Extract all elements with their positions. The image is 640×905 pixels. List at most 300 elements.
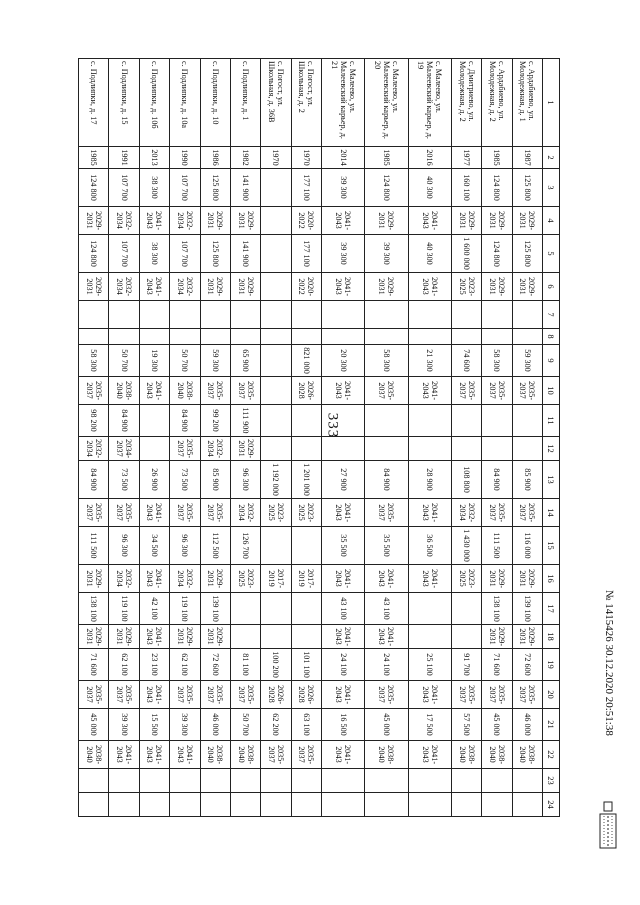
address-cell: с. Подлипки, д. 15 — [109, 59, 139, 147]
column-number-cell: 18 — [543, 625, 560, 649]
table-row — [170, 59, 200, 817]
table-cell: 2029-2031 — [230, 207, 260, 235]
table-cell — [365, 437, 408, 461]
table-cell — [408, 437, 451, 461]
table-cell — [291, 769, 321, 793]
table-cell: 2029-2031 — [365, 207, 408, 235]
table-cell: 72 600 — [200, 649, 230, 681]
table-cell: 1991 — [109, 147, 139, 169]
table-cell: 2035-2037 — [365, 377, 408, 405]
table-cell: 2017-2019 — [291, 565, 321, 593]
table-cell: 28 900 — [408, 461, 451, 499]
table-cell: 2032-2034 — [170, 207, 200, 235]
table-cell: 58 300 — [79, 345, 109, 377]
table-cell — [200, 301, 230, 329]
table-cell: 96 300 — [170, 527, 200, 565]
table-cell: 1985 — [79, 147, 109, 169]
table-cell: 85 900 — [200, 461, 230, 499]
table-cell: 177 100 — [291, 169, 321, 207]
column-number-cell: 17 — [543, 593, 560, 625]
table-cell: 2032-2034 — [170, 565, 200, 593]
table-cell: 35 500 — [321, 527, 364, 565]
table-cell: 2032-2034 — [109, 207, 139, 235]
table-cell — [408, 329, 451, 345]
table-cell: 2038-2040 — [365, 741, 408, 769]
table-cell: 84 900 — [109, 405, 139, 437]
table-cell: 112 500 — [200, 527, 230, 565]
table-cell: 36 500 — [408, 527, 451, 565]
address-cell: с. Погост, ул. Школьная, д. 36В — [261, 59, 291, 147]
table-cell: 1982 — [230, 147, 260, 169]
table-cell — [261, 235, 291, 273]
column-number-cell: 19 — [543, 649, 560, 681]
column-number-cell: 8 — [543, 329, 560, 345]
table-cell: 1970 — [291, 147, 321, 169]
table-cell — [109, 769, 139, 793]
table-cell: 15 500 — [139, 709, 169, 741]
table-cell — [261, 345, 291, 377]
table-cell: 141 900 — [230, 235, 260, 273]
table-row — [139, 59, 169, 817]
column-number-cell: 12 — [543, 437, 560, 461]
table-cell: 821 000 — [291, 345, 321, 377]
table-cell: 2035-2037 — [109, 681, 139, 709]
table-cell: 2029-2031 — [200, 565, 230, 593]
table-cell: 2041-2043 — [408, 377, 451, 405]
table-cell: 39 300 — [109, 709, 139, 741]
table-cell: 2035-2037 — [512, 681, 542, 709]
table-cell: 2029-2031 — [512, 625, 542, 649]
table-cell: 16 500 — [321, 709, 364, 741]
table-cell: 62 100 — [109, 649, 139, 681]
table-cell: 21 300 — [408, 345, 451, 377]
table-cell — [482, 437, 512, 461]
table-cell: 2035-2037 — [482, 499, 512, 527]
table-cell — [451, 405, 481, 437]
table-cell: 72 600 — [512, 649, 542, 681]
table-cell: 2041-2043 — [321, 741, 364, 769]
table-cell — [291, 437, 321, 461]
table-body — [79, 59, 560, 817]
table-cell: 2029-2031 — [200, 625, 230, 649]
table-cell: 59 300 — [200, 345, 230, 377]
column-number-cell: 9 — [543, 345, 560, 377]
table-cell: 1970 — [261, 147, 291, 169]
column-number-cell: 5 — [543, 235, 560, 273]
table-cell — [321, 405, 364, 437]
table-cell: 2038-2040 — [230, 741, 260, 769]
table-cell: 2041-2043 — [321, 207, 364, 235]
address-cell: с. Подлипки, д. 17 — [79, 59, 109, 147]
table-row — [261, 59, 291, 817]
table-cell: 1987 — [512, 147, 542, 169]
table-cell: 42 100 — [139, 593, 169, 625]
table-cell: 2035-2037 — [512, 499, 542, 527]
page-number: 333 — [324, 412, 341, 438]
table-cell: 2020-2022 — [291, 273, 321, 301]
table-cell: 2035-2037 — [451, 377, 481, 405]
table-cell: 2035-2037 — [109, 499, 139, 527]
table-cell: 40 300 — [408, 169, 451, 207]
table-row — [365, 59, 408, 817]
table-cell: 2017-2019 — [261, 565, 291, 593]
table-cell: 2041-2043 — [139, 625, 169, 649]
table-row — [321, 59, 364, 817]
table-cell — [482, 769, 512, 793]
table-cell: 1 201 000 — [291, 461, 321, 499]
table-cell: 107 700 — [170, 235, 200, 273]
table-cell — [109, 793, 139, 817]
column-number-cell: 10 — [543, 377, 560, 405]
table-cell: 108 800 — [451, 461, 481, 499]
table-cell: 2029-2031 — [230, 273, 260, 301]
table-cell: 1 192 000 — [261, 461, 291, 499]
table-cell: 45 000 — [365, 709, 408, 741]
header-row — [543, 59, 560, 817]
table-cell — [170, 769, 200, 793]
table-cell: 2029-2031 — [451, 207, 481, 235]
table-cell: 50 700 — [109, 345, 139, 377]
table-cell: 2035-2037 — [451, 681, 481, 709]
table-cell: 2035-2037 — [365, 499, 408, 527]
table-cell: 2035-2037 — [200, 377, 230, 405]
table-cell — [170, 793, 200, 817]
table-cell — [321, 437, 364, 461]
address-cell: с. Ардабиево, ул. Молодежная, д. 2 — [482, 59, 512, 147]
table-cell — [408, 301, 451, 329]
table-cell: 2026-2028 — [291, 681, 321, 709]
table-cell: 2029-2031 — [79, 273, 109, 301]
table-cell — [408, 593, 451, 625]
table-cell: 2038-2040 — [482, 741, 512, 769]
table-cell — [482, 301, 512, 329]
table-cell: 2035-2037 — [200, 681, 230, 709]
table-cell: 39 300 — [321, 235, 364, 273]
table-cell: 2032-2034 — [230, 499, 260, 527]
table-cell — [482, 793, 512, 817]
table-cell: 2023-2025 — [451, 273, 481, 301]
table-cell: 2041-2043 — [109, 741, 139, 769]
table-cell: 25 100 — [408, 649, 451, 681]
table-cell: 50 700 — [170, 345, 200, 377]
table-cell: 38 300 — [139, 235, 169, 273]
table-cell — [230, 793, 260, 817]
table-cell: 2029-2031 — [512, 273, 542, 301]
table-cell: 126 700 — [230, 527, 260, 565]
table-cell — [512, 329, 542, 345]
table-cell: 2029-2031 — [79, 207, 109, 235]
table-cell: 124 800 — [482, 169, 512, 207]
table-cell — [261, 593, 291, 625]
table-cell: 2026-2028 — [261, 681, 291, 709]
table-cell: 2029-2031 — [512, 565, 542, 593]
table-cell: 2041-2043 — [408, 207, 451, 235]
table-cell: 2041-2043 — [139, 681, 169, 709]
table-cell — [230, 769, 260, 793]
table-cell: 125 800 — [512, 235, 542, 273]
table-cell — [291, 329, 321, 345]
table-cell: 2038-2040 — [200, 741, 230, 769]
table-cell: 2029-2031 — [365, 273, 408, 301]
table-cell — [512, 769, 542, 793]
table-cell: 125 800 — [512, 169, 542, 207]
table-cell — [291, 593, 321, 625]
table-cell — [139, 437, 169, 461]
table-cell: 84 900 — [365, 461, 408, 499]
table-cell — [79, 769, 109, 793]
column-number-cell: 20 — [543, 681, 560, 709]
table-cell: 24 100 — [365, 649, 408, 681]
table-cell: 2023-2025 — [291, 499, 321, 527]
table-cell: 1985 — [365, 147, 408, 169]
table-cell: 58 300 — [482, 345, 512, 377]
table-cell: 73 500 — [170, 461, 200, 499]
table-cell — [482, 405, 512, 437]
table-cell: 71 600 — [482, 649, 512, 681]
table-cell: 2035-2037 — [365, 681, 408, 709]
address-cell: с. Малеево, ул. Малеевский карьер, д. 19 — [408, 59, 451, 147]
column-number-cell: 4 — [543, 207, 560, 235]
table-cell: 2035-2037 — [79, 377, 109, 405]
table-cell — [200, 793, 230, 817]
table-cell — [451, 793, 481, 817]
table-cell: 2041-2043 — [139, 565, 169, 593]
table-cell: 46 000 — [200, 709, 230, 741]
table-cell: 2041-2043 — [321, 681, 364, 709]
table-cell: 2029-2031 — [200, 273, 230, 301]
table-cell — [291, 527, 321, 565]
table-cell: 58 300 — [365, 345, 408, 377]
table-cell — [139, 769, 169, 793]
table-cell: 119 100 — [170, 593, 200, 625]
table-cell: 96 300 — [109, 527, 139, 565]
table-cell: 139 100 — [200, 593, 230, 625]
table-cell — [451, 301, 481, 329]
table-cell — [79, 301, 109, 329]
table-cell: 2013 — [139, 147, 169, 169]
table-cell: 2038-2040 — [109, 377, 139, 405]
table-cell: 2029-2031 — [230, 437, 260, 461]
table-cell — [291, 301, 321, 329]
table-cell: 2041-2043 — [408, 741, 451, 769]
table-cell — [408, 625, 451, 649]
table-cell: 2029-2031 — [482, 625, 512, 649]
table-cell: 43 100 — [365, 593, 408, 625]
column-number-cell: 14 — [543, 499, 560, 527]
table-cell: 2029-2031 — [482, 273, 512, 301]
table-cell — [261, 301, 291, 329]
table-cell — [512, 405, 542, 437]
table-cell — [261, 207, 291, 235]
column-number-cell: 11 — [543, 405, 560, 437]
table-cell — [109, 329, 139, 345]
table-cell: 125 800 — [200, 169, 230, 207]
table-cell — [451, 769, 481, 793]
table-cell: 2026-2028 — [291, 377, 321, 405]
table-cell: 46 000 — [512, 709, 542, 741]
table-cell: 2035-2037 — [512, 377, 542, 405]
table-cell: 107 700 — [109, 235, 139, 273]
table-cell: 101 100 — [291, 649, 321, 681]
table-cell: 2029-2031 — [482, 565, 512, 593]
address-cell: с. Малеево, ул. Малеевский карьер, д. 20 — [365, 59, 408, 147]
table-cell — [291, 625, 321, 649]
table-cell: 100 200 — [261, 649, 291, 681]
table-cell — [321, 769, 364, 793]
table-row — [200, 59, 230, 817]
table-cell: 2032-2034 — [451, 499, 481, 527]
table-row — [230, 59, 260, 817]
table-cell: 2041-2043 — [139, 377, 169, 405]
table-cell: 2023-2025 — [261, 499, 291, 527]
table-row — [451, 59, 481, 817]
table-cell: 19 300 — [139, 345, 169, 377]
table-cell: 124 800 — [482, 235, 512, 273]
table-cell: 1977 — [451, 147, 481, 169]
table-cell: 2035-2037 — [230, 681, 260, 709]
table-cell: 43 100 — [321, 593, 364, 625]
table-cell: 2041-2043 — [321, 625, 364, 649]
table-cell — [291, 405, 321, 437]
table-cell: 2014 — [321, 147, 364, 169]
table-cell — [139, 405, 169, 437]
table-cell: 2035-2037 — [170, 499, 200, 527]
table-cell — [79, 329, 109, 345]
table-cell: 2041-2043 — [321, 499, 364, 527]
table-cell — [321, 329, 364, 345]
column-number-cell: 22 — [543, 741, 560, 769]
table-cell: 2041-2043 — [408, 681, 451, 709]
table-cell: 2035-2037 — [79, 681, 109, 709]
table-cell — [230, 625, 260, 649]
table-cell — [261, 273, 291, 301]
table-cell: 124 800 — [365, 169, 408, 207]
table-cell — [200, 329, 230, 345]
table-cell: 2035-2037 — [230, 377, 260, 405]
table-cell: 2035-2037 — [200, 499, 230, 527]
table-cell — [408, 405, 451, 437]
table-cell — [512, 793, 542, 817]
table-cell — [230, 301, 260, 329]
table-cell: 84 900 — [170, 405, 200, 437]
table-cell: 2041-2043 — [170, 741, 200, 769]
table-cell: 2035-2037 — [79, 499, 109, 527]
table-cell — [321, 301, 364, 329]
address-cell: с. Подлипки, д. 10б — [139, 59, 169, 147]
table-cell: 2029-2031 — [200, 207, 230, 235]
table-cell: 2034-2037 — [109, 437, 139, 461]
table-cell: 1985 — [482, 147, 512, 169]
table-cell: 139 100 — [512, 593, 542, 625]
address-cell: с. Малеево, ул. Малеевский карьер, д. 21 — [321, 59, 364, 147]
table-cell: 2038-2040 — [512, 741, 542, 769]
address-cell: с. Подлипки, д. 10 — [200, 59, 230, 147]
table-cell — [365, 769, 408, 793]
table-cell: 91 700 — [451, 649, 481, 681]
table-cell: 2029-2031 — [109, 625, 139, 649]
table-cell — [365, 793, 408, 817]
table-cell — [512, 301, 542, 329]
table-cell: 84 900 — [482, 461, 512, 499]
table-cell — [261, 793, 291, 817]
table-cell: 84 900 — [79, 461, 109, 499]
table-row — [291, 59, 321, 817]
table-cell — [451, 437, 481, 461]
table-cell: 2020-2022 — [291, 207, 321, 235]
table-cell: 116 000 — [512, 527, 542, 565]
table-cell: 107 700 — [109, 169, 139, 207]
table-cell: 59 300 — [512, 345, 542, 377]
table-row — [512, 59, 542, 817]
table-cell: 23 100 — [139, 649, 169, 681]
table-cell — [139, 329, 169, 345]
column-number-cell: 21 — [543, 709, 560, 741]
table-cell: 1 430 000 — [451, 527, 481, 565]
table-cell: 138 100 — [482, 593, 512, 625]
table-cell — [261, 169, 291, 207]
table-cell: 2041-2043 — [321, 273, 364, 301]
table-cell — [139, 301, 169, 329]
table-cell: 141 900 — [230, 169, 260, 207]
table-cell — [230, 593, 260, 625]
table-cell: 2032-2034 — [79, 437, 109, 461]
table-cell — [261, 769, 291, 793]
table-cell: 119 100 — [109, 593, 139, 625]
table-cell: 2029-2031 — [482, 207, 512, 235]
table-cell — [109, 301, 139, 329]
table-cell: 38 300 — [139, 169, 169, 207]
table-cell: 111 900 — [230, 405, 260, 437]
table-cell: 45 000 — [482, 709, 512, 741]
capital-repair-table — [78, 58, 560, 817]
table-cell: 27 900 — [321, 461, 364, 499]
table-cell: 2035-2037 — [291, 741, 321, 769]
table-cell: 2016 — [408, 147, 451, 169]
table-cell: 85 900 — [512, 461, 542, 499]
table-cell: 2041-2043 — [408, 499, 451, 527]
table-cell: 177 100 — [291, 235, 321, 273]
table-cell: 2041-2043 — [408, 273, 451, 301]
table-cell: 2032-2034 — [170, 273, 200, 301]
table-cell: 35 500 — [365, 527, 408, 565]
table-cell — [261, 329, 291, 345]
table-cell: 160 100 — [451, 169, 481, 207]
table-cell: 2038-2040 — [79, 741, 109, 769]
table-cell: 98 200 — [79, 405, 109, 437]
table-cell — [79, 793, 109, 817]
table-cell: 63 100 — [291, 709, 321, 741]
address-cell: с. Дмитриево, ул. Молодежная, д. 2 — [451, 59, 481, 147]
table-cell: 2023-2025 — [230, 565, 260, 593]
table-cell — [451, 593, 481, 625]
table-cell: 125 800 — [200, 235, 230, 273]
table-cell — [451, 625, 481, 649]
table-cell: 62 100 — [170, 649, 200, 681]
table-row — [109, 59, 139, 817]
coat-of-arms-icon — [598, 800, 618, 850]
table-cell: 2041-2043 — [139, 741, 169, 769]
table-cell: 39 300 — [365, 235, 408, 273]
table-cell — [139, 793, 169, 817]
table-cell: 2029-2031 — [79, 625, 109, 649]
table-row — [482, 59, 512, 817]
table-cell — [170, 329, 200, 345]
rotated-table-container — [78, 58, 560, 809]
column-number-cell: 16 — [543, 565, 560, 593]
table-cell: 2029-2031 — [512, 207, 542, 235]
table-cell: 99 200 — [200, 405, 230, 437]
table-cell: 40 300 — [408, 235, 451, 273]
